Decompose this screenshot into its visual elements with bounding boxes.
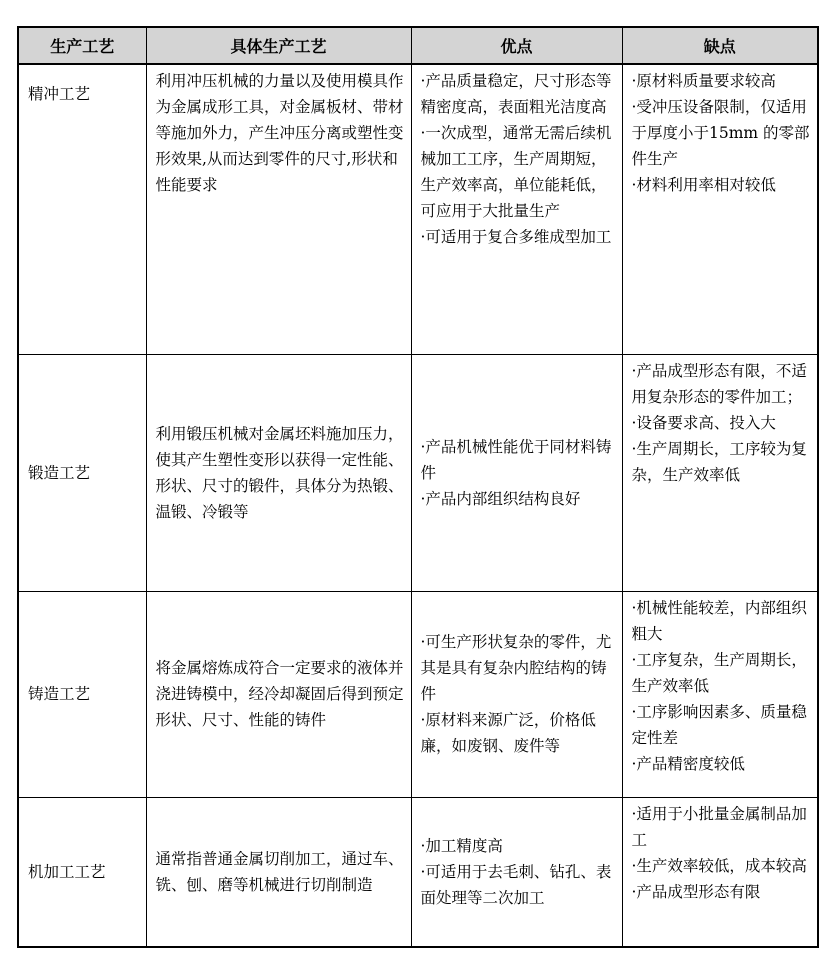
table-row [18,797,818,947]
process-comparison-table-wrapper [17,26,817,948]
table-row [18,354,818,591]
advantage-item: ·加工精度高 [420,836,503,855]
advantage-item: ·可生产形状复杂的零件，尤其是具有复杂内腔结构的铸件 [420,633,612,703]
process-name-cell: 锻造工艺 [18,354,146,591]
advantages-cell [411,797,622,947]
advantages-cell [411,591,622,797]
process-name-cell: 精冲工艺 [18,64,146,354]
disadvantage-item: ·产品成型形态有限，不适用复杂形态的零件加工； [631,361,807,406]
advantages-cell [411,64,622,354]
disadvantage-item: ·产品精密度较低 [631,754,745,773]
advantage-item: ·可适用于去毛刺、钻孔、表面处理等二次加工 [420,862,612,907]
disadvantage-item: ·设备要求高、投入大 [631,413,776,432]
disadvantage-item: ·原材料质量要求较高 [631,72,776,90]
header-advantages: 优点 [411,27,622,64]
advantage-item: ·可适用于复合多维成型加工 [420,228,612,246]
header-process: 生产工艺 [18,27,146,64]
advantage-item: ·产品质量稳定，尺寸形态等精密度高，表面粗光洁度高 [420,72,612,116]
disadvantages-cell [622,354,818,591]
disadvantage-item: ·生产效率较低，成本较高 [631,856,807,875]
process-description-cell: 利用冲压机械的力量以及使用模具作为金属成形工具，对金属板材、带材等施加外力，产生冲压分离或塑性变形效果,从而达到零件的尺寸,形状和性能要求 [146,64,411,354]
disadvantage-item: ·产品成型形态有限 [631,882,761,901]
advantage-item: ·产品机械性能优于同材料铸件 [420,437,612,482]
disadvantage-item: ·生产周期长，工序较为复杂，生产效率低 [631,439,807,484]
disadvantage-item: ·机械性能较差，内部组织粗大 [631,598,807,643]
table-row [18,591,818,797]
disadvantages-cell [622,591,818,797]
process-description-cell: 将金属熔炼成符合一定要求的液体并浇进铸模中，经冷却凝固后得到预定形状、尺寸、性能的铸件 [146,591,411,797]
header-disadvantages: 缺点 [622,27,818,64]
disadvantage-item: ·适用于小批量金属制品加工 [631,804,807,849]
advantage-item: ·一次成型，通常无需后续机械加工工序，生产周期短，生产效率高，单位能耗低，可应用于大批量生产 [420,124,612,220]
disadvantage-item: ·工序影响因素多、质量稳定性差 [631,702,807,747]
disadvantages-cell [622,64,818,354]
advantage-item: ·产品内部组织结构良好 [420,489,581,508]
disadvantage-item: ·工序复杂，生产周期长，生产效率低 [631,650,807,695]
disadvantages-cell [622,797,818,947]
advantage-item: ·原材料来源广泛，价格低廉，如废钢、废件等 [420,711,596,755]
disadvantage-item: ·材料利用率相对较低 [631,176,776,194]
process-description-cell: 利用锻压机械对金属坯料施加压力，使其产生塑性变形以获得一定性能、形状、尺寸的锻件，具体分为热锻、温锻、冷锻等 [146,354,411,591]
table-row [18,64,818,354]
process-comparison-table [17,26,819,948]
disadvantage-item: ·受冲压设备限制，仅适用于厚度小于15mm 的零部件生产 [631,98,810,168]
process-description-cell: 通常指普通金属切削加工，通过车、铣、刨、磨等机械进行切削制造 [146,797,411,947]
process-name-cell: 铸造工艺 [18,591,146,797]
header-specific-process: 具体生产工艺 [146,27,411,64]
advantages-cell [411,354,622,591]
process-name-cell: 机加工工艺 [18,797,146,947]
table-header-row [18,27,818,64]
